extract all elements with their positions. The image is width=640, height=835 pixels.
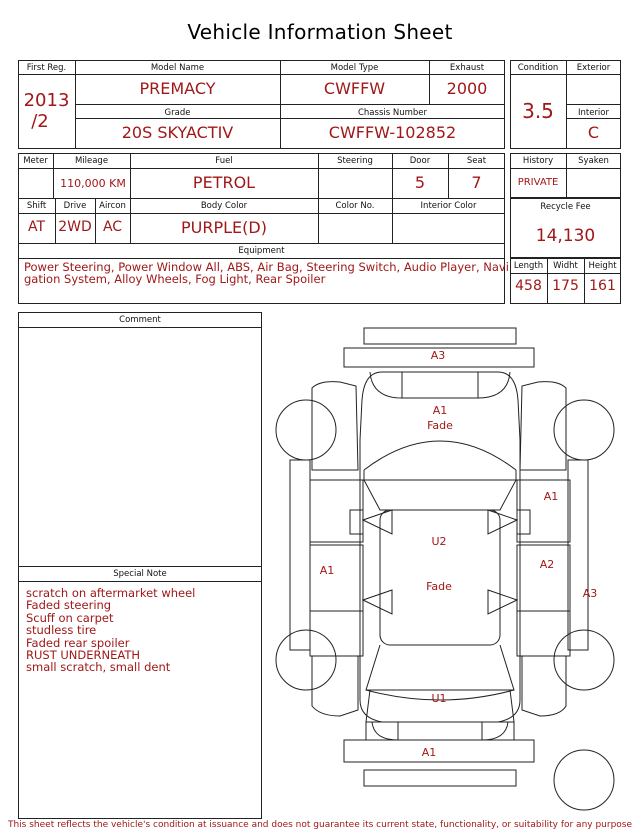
syaken-label: Syaken: [578, 156, 609, 166]
exhaust-label: Exhaust: [449, 63, 485, 73]
left-taillight: [372, 722, 398, 740]
width-label: Widht: [553, 261, 578, 271]
right-rear-fender-mark: A3: [582, 587, 598, 600]
right-front-fender-mark: A1: [543, 490, 559, 503]
height-value: 161: [589, 278, 616, 294]
hood-note: Fade: [427, 419, 453, 432]
history-value: PRIVATE: [517, 177, 559, 188]
first-reg-year: 2013: [23, 90, 70, 111]
special-notes-list: [26, 587, 256, 674]
interior-label: Interior: [577, 108, 609, 118]
drive-value: 2WD: [58, 219, 92, 235]
right-front-fender: [520, 382, 566, 470]
shift-label: Shift: [26, 201, 47, 211]
hood: [364, 441, 516, 470]
interior-value: C: [587, 123, 600, 142]
model-name-value: PREMACY: [139, 79, 216, 98]
windshield: [364, 480, 516, 510]
hood-mark: A1: [432, 404, 448, 417]
model-name-label: Model Name: [150, 63, 205, 73]
seat-label: Seat: [466, 156, 487, 166]
length-value: 458: [515, 278, 542, 294]
special-note-item: studless tire: [26, 623, 97, 638]
history-label: History: [522, 156, 554, 166]
first-reg-label: First Reg.: [26, 63, 67, 73]
roof-note: Fade: [426, 580, 452, 593]
chassis-number-value: CWFFW-102852: [328, 123, 457, 142]
fuel-label: Fuel: [215, 156, 233, 166]
meter-label: Meter: [23, 156, 48, 166]
left-headlight: [370, 372, 402, 398]
chassis-number-label: Chassis Number: [357, 108, 428, 118]
mileage-value: 110,000 KM: [60, 177, 126, 190]
length-label: Length: [513, 261, 544, 271]
aircon-value: AC: [102, 219, 123, 235]
left-side-mark: A1: [319, 564, 335, 577]
left-rear-wheel: [276, 630, 336, 690]
equipment-label: Equipment: [238, 246, 285, 256]
exhaust-value: 2000: [446, 79, 488, 98]
special-note-label: Special Note: [113, 569, 167, 579]
grade-value: 20S SKYACTIV: [121, 123, 234, 142]
seat-value: 7: [471, 173, 482, 192]
recycle-fee-label: Recycle Fee: [540, 202, 591, 212]
rear-window: [366, 645, 514, 690]
right-front-wheel: [554, 400, 614, 460]
body-color-value: PURPLE(D): [181, 218, 267, 237]
disclaimer-footer: This sheet reflects the vehicle's condition at issuance and does not guarantee its current state, functionality, or suitability for any purpose: [7, 820, 633, 830]
model-type-label: Model Type: [330, 63, 379, 73]
condition-label: Condition: [517, 63, 559, 73]
special-note-item: Scuff on carpet: [26, 610, 114, 625]
condition-value: 3.5: [522, 99, 554, 123]
right-headlight: [478, 372, 510, 398]
body-color-label: Body Color: [200, 201, 248, 211]
roof: [380, 510, 500, 645]
width-value: 175: [552, 278, 579, 294]
steering-label: Steering: [337, 156, 373, 166]
rear-bumper-bottom: [364, 770, 516, 786]
front-bumper-mark: A3: [430, 349, 446, 362]
page-title: Vehicle Information Sheet: [187, 20, 453, 44]
exterior-label: Exterior: [576, 63, 611, 73]
mileage-label: Mileage: [74, 156, 109, 166]
left-front-door: [310, 480, 363, 542]
front-bumper-top: [364, 328, 516, 344]
right-rear-fender: [522, 656, 566, 716]
shift-value: AT: [27, 219, 46, 235]
recycle-fee-value: 14,130: [535, 226, 596, 246]
door-label: Door: [409, 156, 431, 166]
height-label: Height: [588, 261, 617, 271]
right-rear-wheel: [554, 630, 614, 690]
comment-label: Comment: [119, 315, 161, 325]
right-rear-door: [517, 545, 570, 611]
color-no-label: Color No.: [335, 201, 375, 211]
special-note-item: RUST UNDERNEATH: [26, 648, 141, 663]
aircon-label: Aircon: [99, 201, 126, 211]
door-value: 5: [414, 173, 426, 192]
grade-label: Grade: [164, 108, 191, 118]
left-rear-door: [310, 545, 363, 611]
drive-label: Drive: [63, 201, 87, 211]
special-note-item: Faded rear spoiler: [26, 635, 130, 650]
right-taillight: [482, 722, 508, 740]
equipment-value: Power Steering, Power Window All, ABS, Air Bag, Steering Switch, Audio Player, Navi gation System, Alloy Wheels, Fog Light, Rear Spoiler: [24, 260, 509, 287]
left-front-wheel: [276, 400, 336, 460]
spare-wheel: [554, 750, 614, 810]
model-type-value: CWFFW: [323, 79, 386, 98]
trunk-mark: U1: [431, 692, 447, 705]
left-rear-fender: [312, 656, 358, 716]
special-note-item: scratch on aftermarket wheel: [26, 586, 196, 600]
special-note-item: small scratch, small dent: [26, 660, 171, 675]
right-rear-door-mark: A2: [539, 558, 555, 571]
roof-mark: U2: [431, 535, 447, 548]
interior-color-label: Interior Color: [420, 201, 477, 211]
special-note-item: Faded steering: [26, 598, 112, 613]
rear-bumper-mark: A1: [421, 746, 437, 759]
first-reg-month: /2: [31, 111, 49, 132]
fuel-value: PETROL: [192, 173, 256, 192]
